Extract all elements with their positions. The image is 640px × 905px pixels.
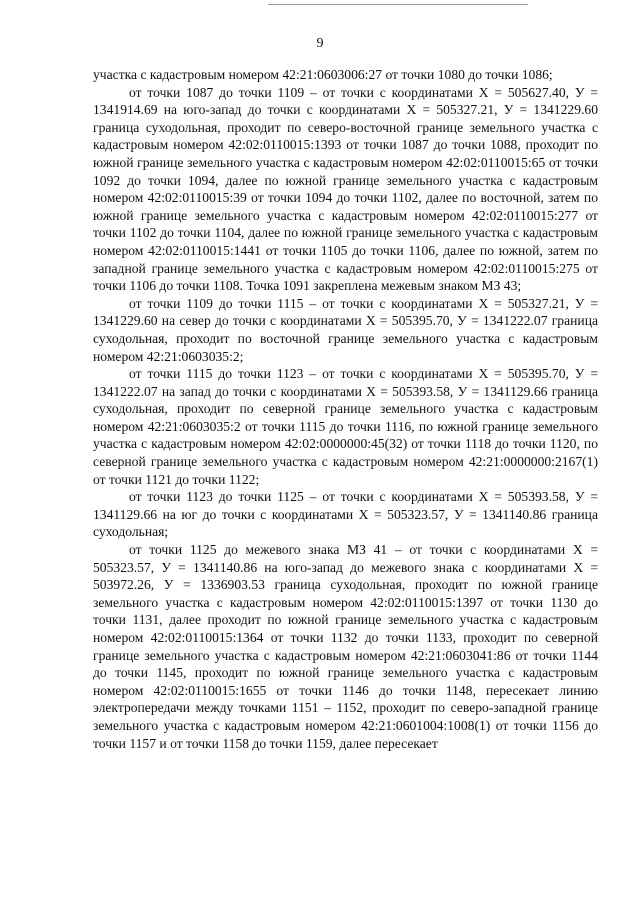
scan-edge-line	[268, 4, 528, 5]
document-body	[93, 66, 598, 752]
paragraph-segment-1109-1115: от точки 1109 до точки 1115 – от точки с координатами Х = 505327.21, У = 1341229.60 на север до точки с координатами Х = 505395.70, У = 1341222.07 граница суходольная, проходит по восточной границе земельного участка с кадастровым номером 42:21:0603035:2;	[93, 295, 598, 364]
paragraph-segment-1125-mz41: от точки 1125 до межевого знака МЗ 41 – от точки с координатами Х = 505323.57, У = 1341140.86 на юго-запад до межевого знака с координатами Х = 503972.26, У = 1336903.53 граница суходольная, проходит по южной границе земельного участка с кадастровым номером 42:02:0110015:1397 от точки 1130 до точки 1131, далее проходит по южной границе земельного участка с кадастровым номером 42:02:0110015:1364 от точки 1132 до точки 1133, проходит по северной границе земельного участка с кадастровым номером 42:21:0603041:86 от точки 1144 до точки 1145, проходит по южной границе земельного участка с кадастровым номером 42:02:0110015:1655 от точки 1146 до точки 1148, пересекает линию электропередачи между точками 1151 – 1152, проходит по северо-западной границе земельного участка с кадастровым номером 42:21:0601004:1008(1) от точки 1156 до точки 1157 и от точки 1158 до точки 1159, далее пересекает	[93, 542, 598, 751]
paragraph-segment-1123-1125: от точки 1123 до точки 1125 – от точки с координатами Х = 505393.58, У = 1341129.66 на юг до точки с координатами Х = 505323.57, У = 1341140.86 граница суходольная;	[93, 489, 598, 540]
page-number: 9	[316, 36, 324, 51]
paragraph-continuation: участка с кадастровым номером 42:21:0603006:27 от точки 1080 до точки 1086;	[93, 67, 553, 82]
paragraph-segment-1087-1109: от точки 1087 до точки 1109 – от точки с координатами Х = 505627.40, У = 1341914.69 на юго-запад до точки с координатами Х = 505327.21, У = 1341229.60 граница суходольная, проходит по северо-восточной границе земельного участка с кадастровым номером 42:02:0110015:1393 от точки 1087 до точки 1088, проходит по южной границе земельного участка с кадастровым номером 42:02:0110015:65 от точки 1092 до точки 1094, далее по южной границе земельного участка с кадастровым номером 42:02:0110015:39 от точки 1094 до точки 1102, далее по восточной, затем по южной границе земельного участка с кадастровым номером 42:02:0110015:277 от точки 1102 до точки 1104, далее по южной границе земельного участка с кадастровым номером 42:02:0110015:1441 от точки 1105 до точки 1106, далее по южной, затем по западной границе земельного участка с кадастровым номером 42:02:0110015:275 от точки 1106 до точки 1108. Точка 1091 закреплена межевым знаком МЗ 43;	[93, 84, 598, 294]
paragraph-segment-1115-1123: от точки 1115 до точки 1123 – от точки с координатами Х = 505395.70, У = 1341222.07 на запад до точки с координатами Х = 505393.58, У = 1341129.66 граница суходольная, проходит по северной границе земельного участка с кадастровым номером 42:21:0603035:2 от точки 1115 до точки 1116, по южной границе земельного участка с кадастровым номером 42:02:0000000:45(32) от точки 1118 до точки 1120, по северной границе земельного участка с кадастровым номером 42:21:0000000:2167(1) от точки 1121 до точки 1122;	[93, 366, 598, 487]
